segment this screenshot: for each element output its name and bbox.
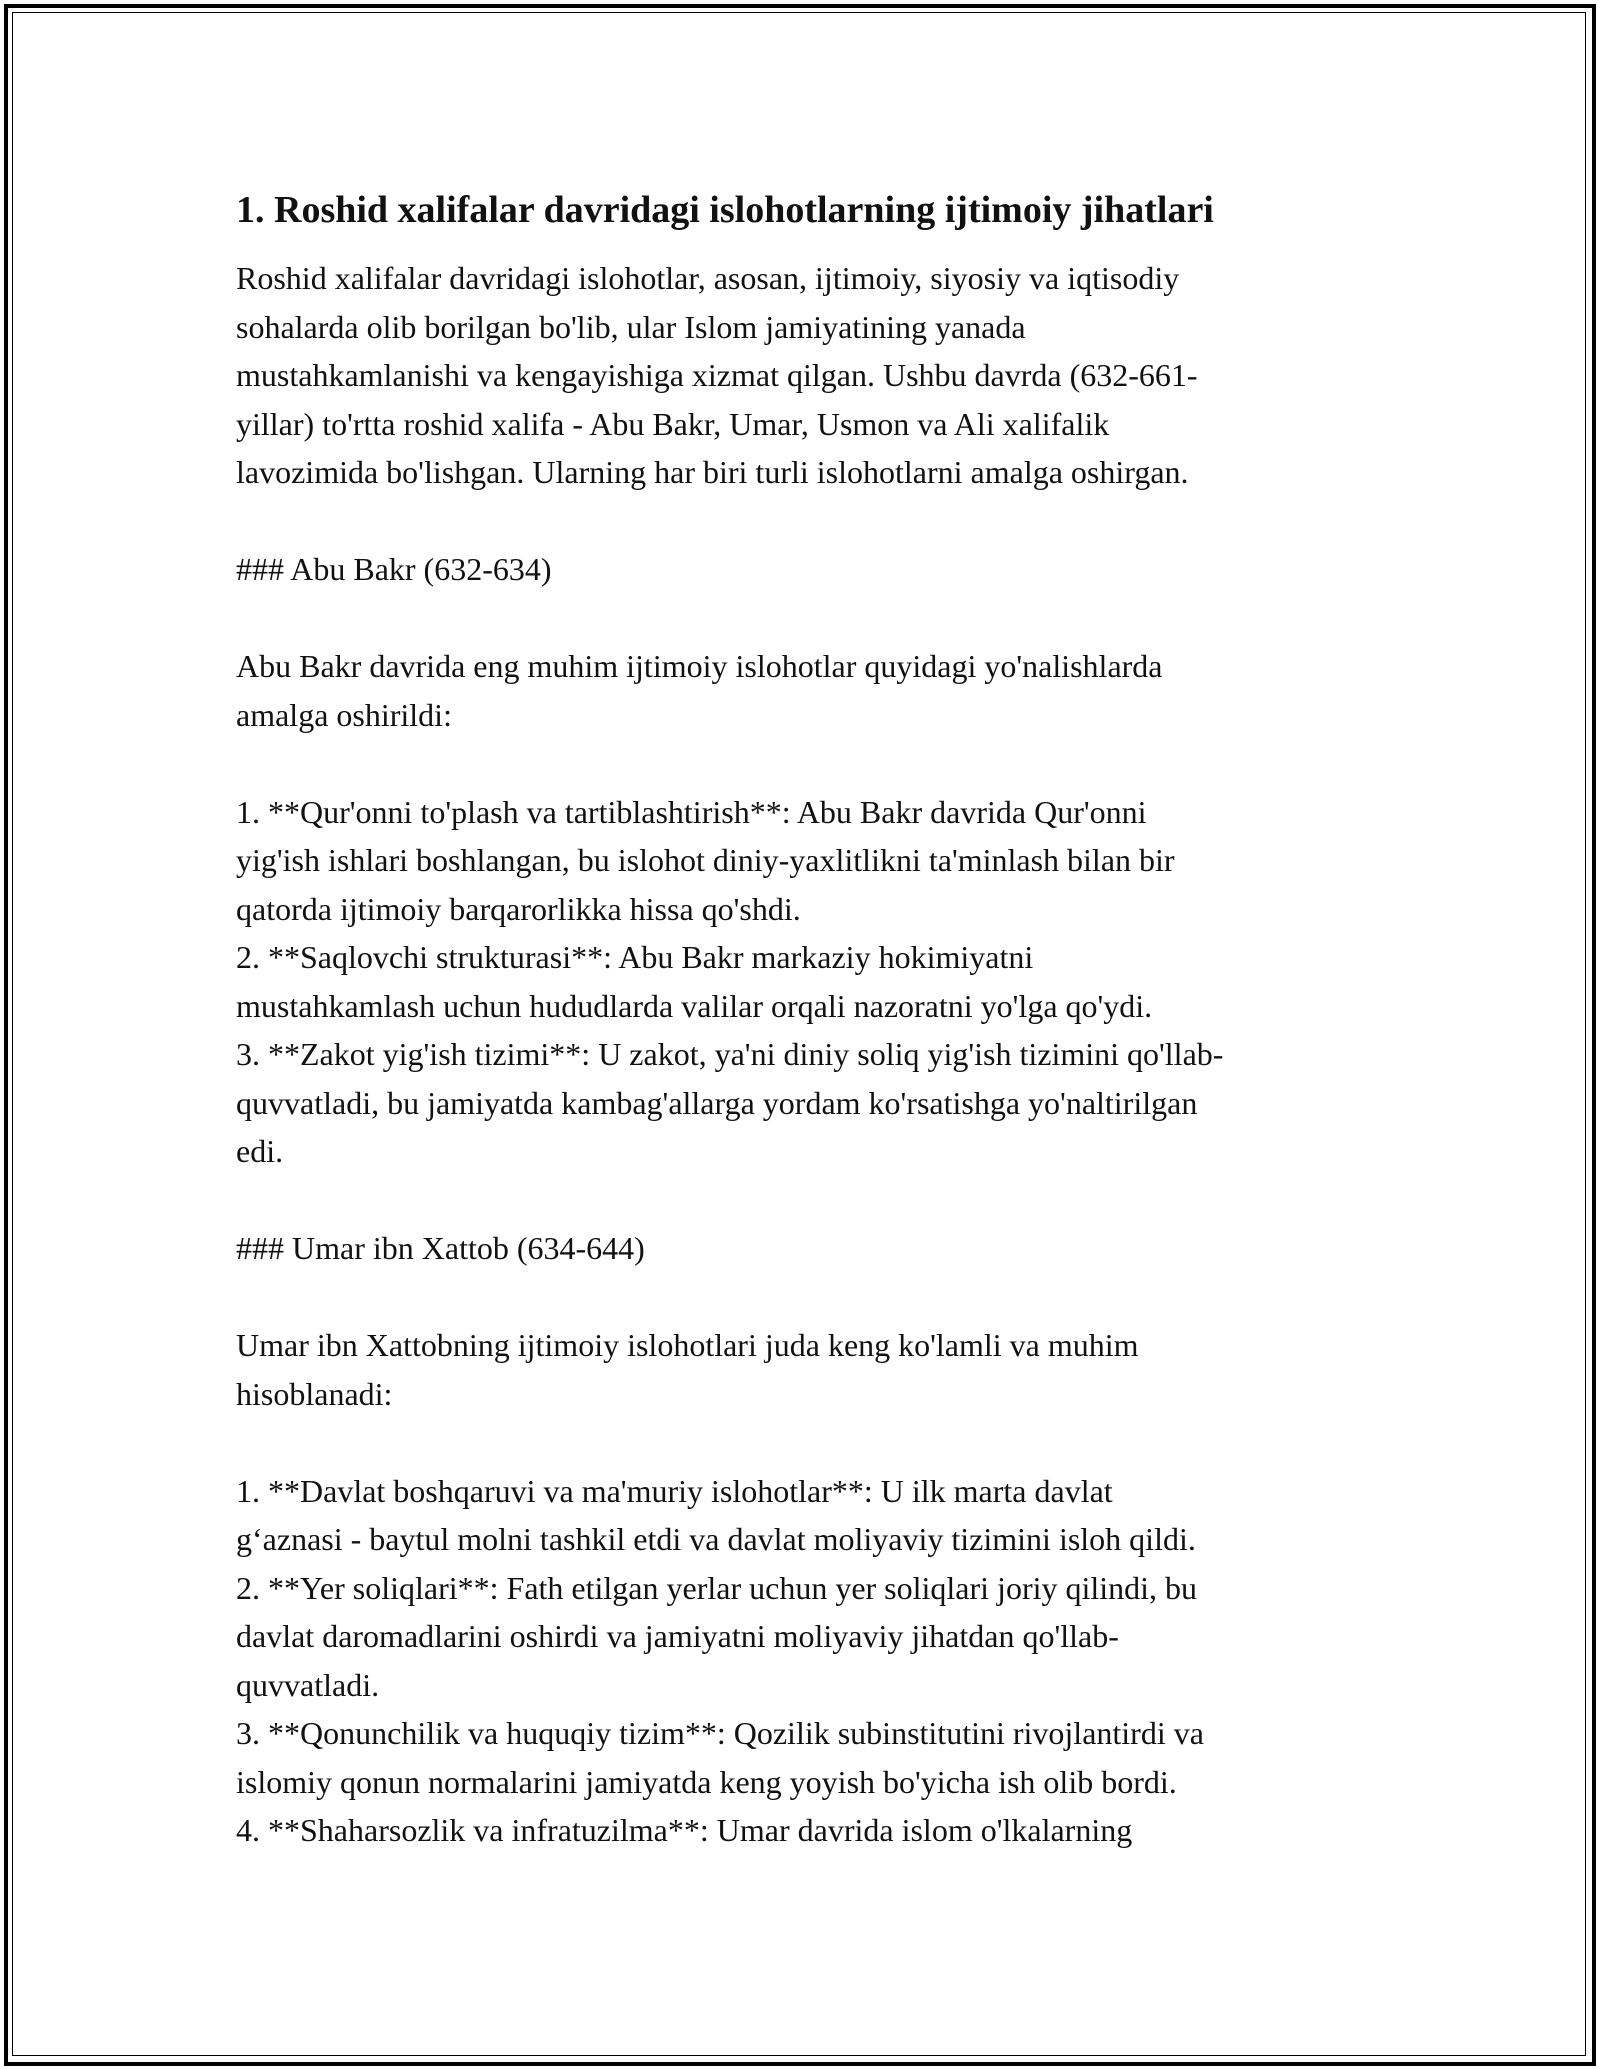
document-body	[236, 186, 1376, 1855]
umar-lead: Umar ibn Xattobning ijtimoiy islohotlari juda keng ko'lamli va muhim hisoblanadi:	[236, 1327, 1139, 1412]
abu-bakr-item-1: 1. **Qur'onni to'plash va tartiblashtirish**: Abu Bakr davrida Qur'onni yig'ish ishlari boshlangan, bu islohot diniy-yaxlitlikni ta'minlash bilan bir qatorda ijtimoiy barqarorlikka hissa qo'shdi.	[236, 793, 1175, 927]
umar-heading: ### Umar ibn Xattob (634-644)	[236, 1230, 645, 1266]
umar-item-4: 4. **Shaharsozlik va infratuzilma**: Umar davrida islom o'lkalarning	[236, 1812, 1133, 1848]
abu-bakr-item-2: 2. **Saqlovchi strukturasi**: Abu Bakr markaziy hokimiyatni mustahkamlash uchun hududlarda valilar orqali nazoratni yo'lga qo'ydi.	[236, 939, 1153, 1024]
abu-bakr-lead: Abu Bakr davrida eng muhim ijtimoiy islohotlar quyidagi yo'nalishlarda amalga oshirildi:	[236, 648, 1163, 733]
spacer	[236, 497, 1376, 546]
document-title: 1. Roshid xalifalar davridagi islohotlarning ijtimoiy jihatlari	[236, 189, 1214, 231]
abu-bakr-heading: ### Abu Bakr (632-634)	[236, 551, 552, 587]
umar-item-1: 1. **Davlat boshqaruvi va ma'muriy islohotlar**: U ilk marta davlat g‘aznasi - baytul molni tashkil etdi va davlat moliyaviy tizimini isloh qildi.	[236, 1472, 1196, 1557]
abu-bakr-item-3: 3. **Zakot yig'ish tizimi**: U zakot, ya'ni diniy soliq yig'ish tizimini qo'llab- quvvatladi, bu jamiyatda kambag'allarga yordam ko'rsatishga yo'naltirilgan edi.	[236, 1036, 1224, 1169]
umar-item-2: 2. **Yer soliqlari**: Fath etilgan yerlar uchun yer soliqlari joriy qilindi, bu davlat daromadlarini oshirdi va jamiyatni moliyaviy jihatdan qo'llab- quvvatladi.	[236, 1569, 1198, 1703]
intro-paragraph: Roshid xalifalar davridagi islohotlar, asosan, ijtimoiy, siyosiy va iqtisodiy sohalarda olib borilgan bo'lib, ular Islom jamiyatining yanada mustahkamlanishi va kengayishiga xizmat qilgan. Ushbu davrda (632-661- yillar) to'rtta roshid xalifa - Abu Bakr, Umar, Usmon va Ali xalifalik lavozimida bo'lishgan. Ularning har biri turli islohotlarni amalga oshirgan.	[236, 260, 1198, 490]
spacer	[236, 1176, 1376, 1225]
spacer	[236, 739, 1376, 788]
umar-item-3: 3. **Qonunchilik va huquqiy tizim**: Qozilik subinstitutini rivojlantirdi va islomiy qonun normalarini jamiyatda keng yoyish bo'yicha ish olib bordi.	[236, 1715, 1204, 1800]
spacer	[236, 1273, 1376, 1322]
spacer	[236, 594, 1376, 643]
spacer	[236, 1418, 1376, 1467]
